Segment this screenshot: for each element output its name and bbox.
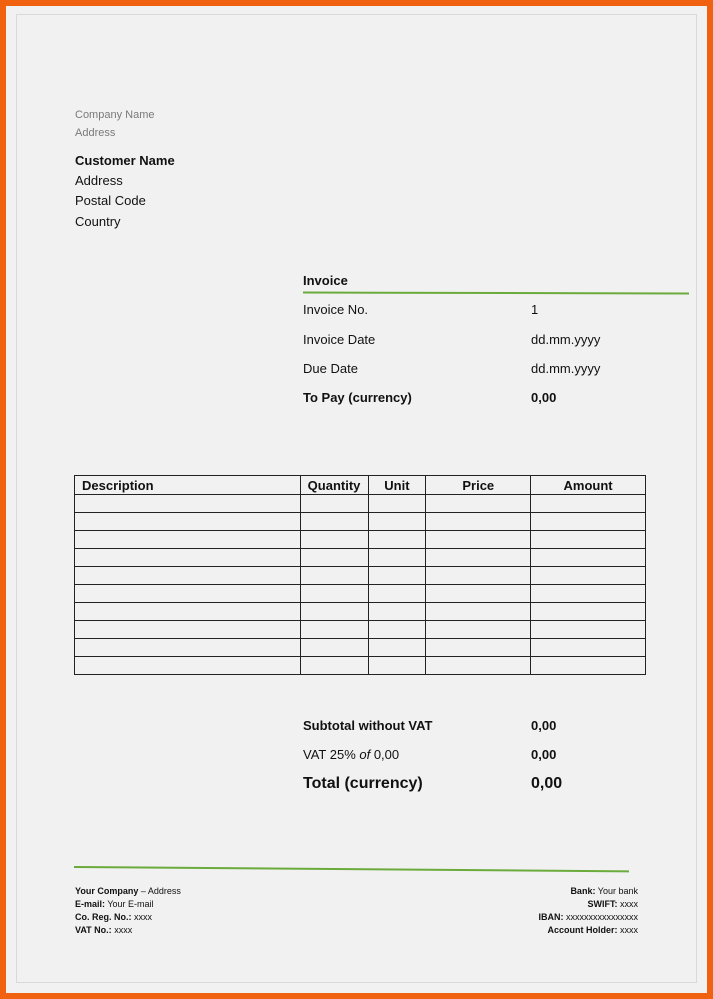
cell-description xyxy=(75,495,301,513)
table-row xyxy=(75,657,646,675)
cell-quantity xyxy=(300,621,368,639)
cell-amount xyxy=(531,495,646,513)
cell-amount xyxy=(531,621,646,639)
due-date-value: dd.mm.yyyy xyxy=(531,361,601,376)
footer-iban-key: IBAN: xyxy=(538,912,564,922)
footer-right-line xyxy=(538,911,638,924)
invoice-number-label: Invoice No. xyxy=(303,302,369,317)
total-label: Total (currency) xyxy=(303,775,423,792)
cell-price xyxy=(426,549,531,567)
cell-unit xyxy=(368,549,426,567)
cell-quantity xyxy=(300,549,368,567)
cell-price xyxy=(426,585,531,603)
cell-description xyxy=(75,639,301,657)
vat-label xyxy=(303,747,399,762)
footer-bank-key: Bank: xyxy=(570,886,596,896)
cell-price xyxy=(426,513,531,531)
cell-quantity xyxy=(300,639,368,657)
to-pay-value: 0,00 xyxy=(531,390,557,405)
cell-price xyxy=(426,531,531,549)
recipient-country: Country xyxy=(75,214,121,229)
cell-price xyxy=(426,621,531,639)
line-items-body xyxy=(75,495,646,675)
vat-label-prefix: VAT 25% xyxy=(303,747,360,762)
footer-left xyxy=(75,885,181,937)
cell-description xyxy=(75,657,301,675)
due-date-label: Due Date xyxy=(303,361,358,376)
vat-label-suffix: 0,00 xyxy=(370,747,400,762)
footer-coreg-value: xxxx xyxy=(134,912,153,922)
table-row xyxy=(75,531,646,549)
cell-unit xyxy=(368,639,426,657)
cell-quantity xyxy=(300,585,368,603)
footer-vatno-key: VAT No.: xyxy=(75,925,112,935)
footer-right-line xyxy=(538,885,638,898)
footer-right-line xyxy=(538,924,638,937)
footer-holder-value: xxxx xyxy=(620,925,638,935)
column-header-description: Description xyxy=(75,476,301,495)
line-items-table xyxy=(74,475,646,675)
cell-price xyxy=(426,657,531,675)
cell-description xyxy=(75,585,301,603)
cell-quantity xyxy=(300,657,368,675)
footer-left-line xyxy=(75,911,181,924)
footer-left-line xyxy=(75,885,181,898)
footer-swift-value: xxxx xyxy=(620,899,638,909)
cell-amount xyxy=(531,585,646,603)
cell-quantity xyxy=(300,567,368,585)
cell-unit xyxy=(368,513,426,531)
footer-email-key: E-mail: xyxy=(75,899,106,909)
cell-unit xyxy=(368,531,426,549)
table-row xyxy=(75,567,646,585)
footer-iban-value: xxxxxxxxxxxxxxxx xyxy=(566,912,638,922)
cell-unit xyxy=(368,585,426,603)
total-value: 0,00 xyxy=(531,775,563,792)
column-header-price: Price xyxy=(426,476,531,495)
invoice-number-value: 1 xyxy=(531,302,539,317)
cell-quantity xyxy=(300,603,368,621)
cell-description xyxy=(75,567,301,585)
footer-vatno-value: xxxx xyxy=(114,925,133,935)
subtotal-label: Subtotal without VAT xyxy=(303,718,433,733)
cell-price xyxy=(426,495,531,513)
cell-price xyxy=(426,639,531,657)
footer-bank-value: Your bank xyxy=(597,886,638,896)
cell-unit xyxy=(368,495,426,513)
cell-price xyxy=(426,603,531,621)
footer-company-sep: – xyxy=(138,886,148,896)
footer-left-line xyxy=(75,924,181,937)
sender-address: Address xyxy=(75,127,116,139)
table-row xyxy=(75,639,646,657)
column-header-amount: Amount xyxy=(531,476,646,495)
cell-amount xyxy=(531,657,646,675)
recipient-name: Customer Name xyxy=(75,153,175,168)
cell-amount xyxy=(531,639,646,657)
cell-price xyxy=(426,567,531,585)
cell-description xyxy=(75,549,301,567)
table-row xyxy=(75,549,646,567)
footer-coreg-key: Co. Reg. No.: xyxy=(75,912,132,922)
cell-description xyxy=(75,531,301,549)
cell-amount xyxy=(531,513,646,531)
invoice-date-value: dd.mm.yyyy xyxy=(531,332,601,347)
cell-unit xyxy=(368,567,426,585)
footer-right xyxy=(538,885,638,937)
vat-value: 0,00 xyxy=(531,747,557,762)
invoice-heading: Invoice xyxy=(303,273,348,288)
cell-amount xyxy=(531,549,646,567)
footer-holder-key: Account Holder: xyxy=(547,925,618,935)
footer-company-key: Your Company xyxy=(75,886,139,896)
cell-amount xyxy=(531,603,646,621)
sender-company-name: Company Name xyxy=(75,109,155,121)
cell-quantity xyxy=(300,531,368,549)
invoice-date-label: Invoice Date xyxy=(303,332,376,347)
recipient-address: Address xyxy=(75,173,123,188)
cell-quantity xyxy=(300,513,368,531)
vat-label-of: of xyxy=(359,747,371,762)
cell-description xyxy=(75,513,301,531)
column-header-unit: Unit xyxy=(368,476,426,495)
cell-unit xyxy=(368,621,426,639)
to-pay-label: To Pay (currency) xyxy=(303,390,412,405)
cell-description xyxy=(75,603,301,621)
table-row xyxy=(75,621,646,639)
column-header-quantity: Quantity xyxy=(300,476,368,495)
cell-quantity xyxy=(300,495,368,513)
recipient-postal-code: Postal Code xyxy=(75,193,146,208)
footer-left-line xyxy=(75,898,181,911)
cell-description xyxy=(75,621,301,639)
table-row xyxy=(75,513,646,531)
footer-right-line xyxy=(538,898,638,911)
cell-unit xyxy=(368,657,426,675)
table-row xyxy=(75,585,646,603)
table-header-row xyxy=(75,476,646,495)
footer-swift-key: SWIFT: xyxy=(587,899,618,909)
cell-amount xyxy=(531,567,646,585)
table-row xyxy=(75,495,646,513)
cell-amount xyxy=(531,531,646,549)
subtotal-value: 0,00 xyxy=(531,718,557,733)
footer-company-value: Address xyxy=(147,886,181,896)
table-row xyxy=(75,603,646,621)
footer-email-value: Your E-mail xyxy=(107,899,154,909)
cell-unit xyxy=(368,603,426,621)
